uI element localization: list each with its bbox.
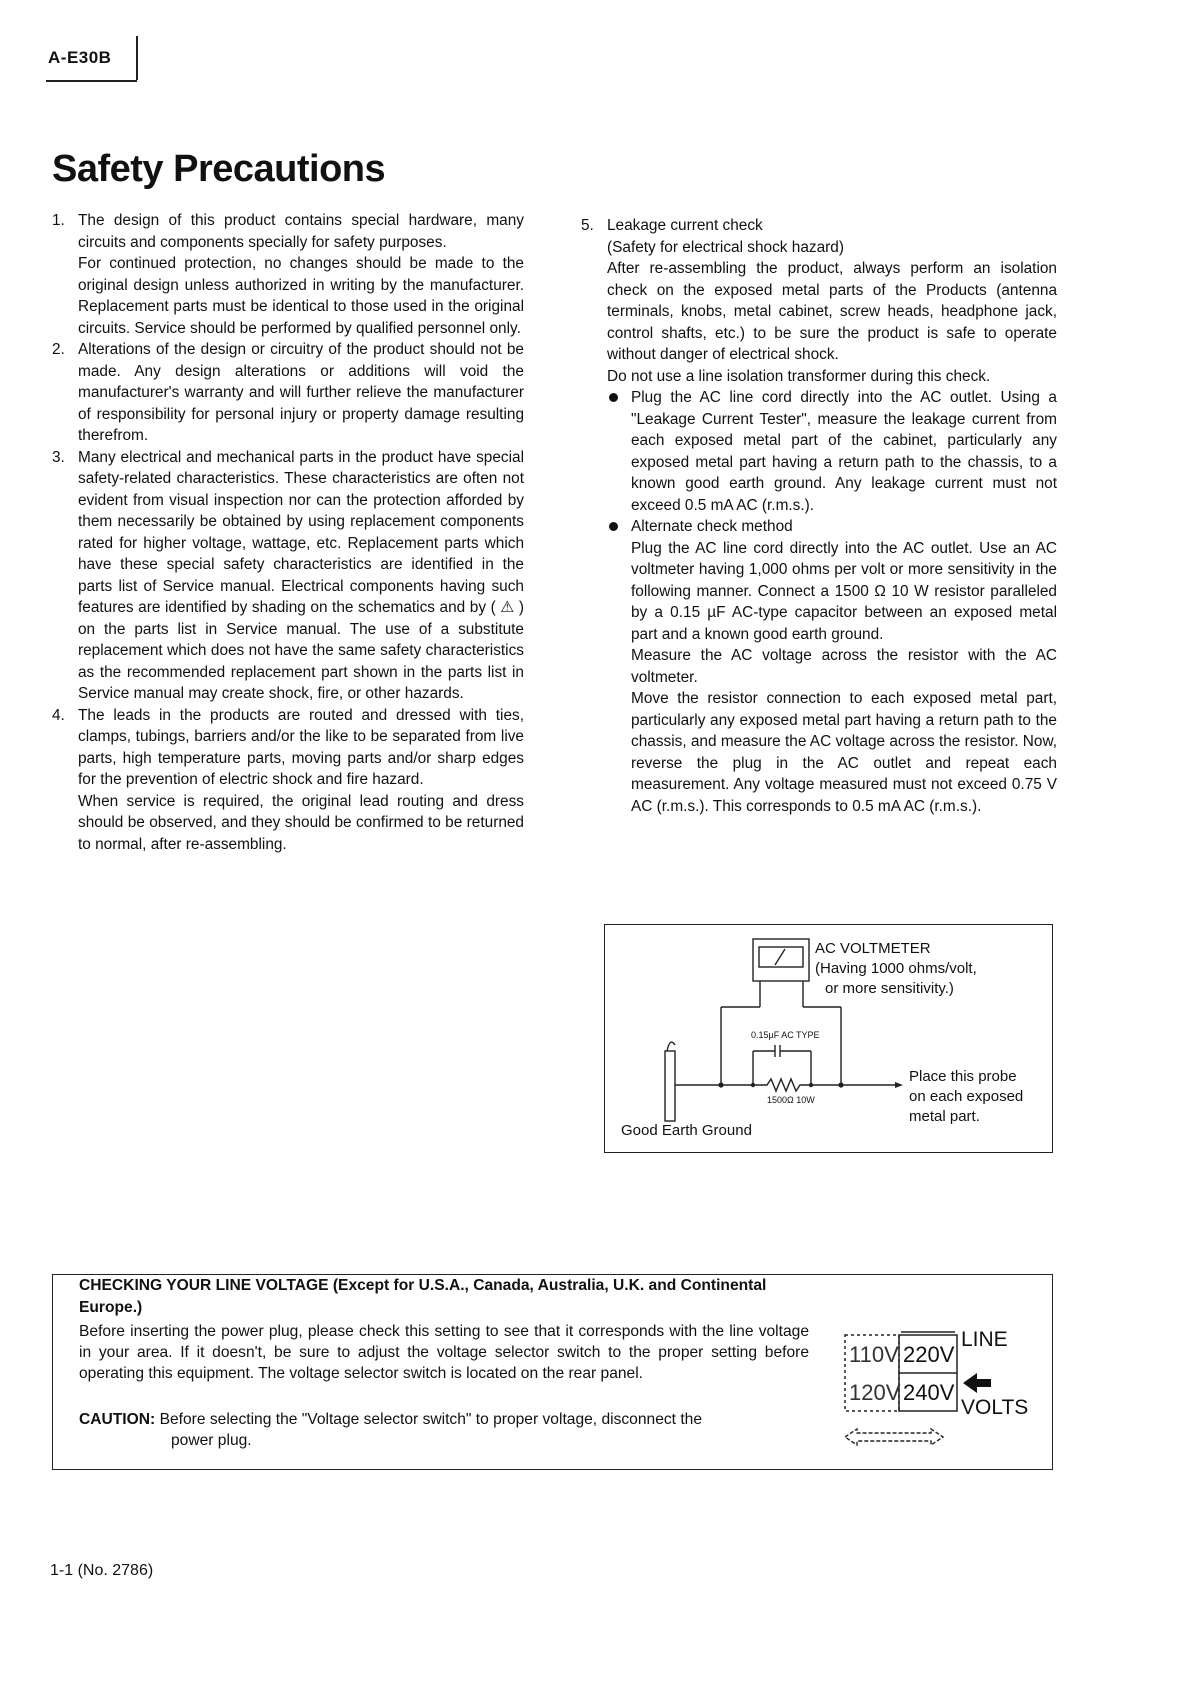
list-item xyxy=(52,339,524,447)
bullet-title: Alternate check method xyxy=(631,518,793,535)
left-column xyxy=(52,210,524,855)
bullet-item xyxy=(607,387,1057,516)
voltmeter-icon xyxy=(753,939,809,981)
voltmeter-sub-label: or more sensitivity.) xyxy=(825,980,954,997)
ground-label: Good Earth Ground xyxy=(621,1122,752,1139)
right-column xyxy=(581,215,1057,817)
item-paragraph: For continued protection, no changes should be made to the original design unless authorized in writing by the manufacturer. Replacement parts must be identical to those used in the original circuits. Service should be performed by qualified personnel only. xyxy=(78,255,524,337)
bullet-item xyxy=(607,516,1057,817)
section-note: Do not use a line isolation transformer during this check. xyxy=(607,367,991,385)
notice-caution xyxy=(79,1409,809,1451)
left-arrow-icon xyxy=(963,1373,991,1393)
item-paragraph: The leads in the products are routed and dressed with ties, clamps, tubings, barriers and/or the like to be separated from live parts, high temperature parts, moving parts and/or sharp edges for the prevention of electric shock and fire hazard. xyxy=(78,706,524,788)
section-intro: After re-assembling the product, always perform an isolation check on the exposed metal parts of the Products (antenna terminals, knobs, metal cabinet, screw heads, headphone jack, control shafts, etc.) to be sure the product is safe to operate without danger of electrical shock. xyxy=(607,260,1057,363)
voltage-120: 120V xyxy=(849,1380,901,1405)
model-number: A-E30B xyxy=(48,48,112,67)
line-voltage-notice xyxy=(52,1274,1053,1470)
section-heading: Leakage current check xyxy=(607,217,763,234)
probe-tip-icon xyxy=(895,1082,903,1088)
voltage-selector-illustration xyxy=(843,1327,1043,1447)
bullet-text: Plug the AC line cord directly into the AC outlet. Use an AC voltmeter having 1,000 ohms per volt or more sensitivity in the following manner. Connect a 1500 Ω 10 W resistor paralleled by a 0.15 µF AC-type capacitor between an exposed metal part and a known good earth ground. xyxy=(631,539,1057,643)
resistor-label: 1500Ω 10W xyxy=(767,1095,815,1105)
item-number: 3. xyxy=(52,448,65,466)
item-paragraph: When service is required, the original lead routing and dress should be observed, and they should be confirmed to be returned to normal, after re-assembling. xyxy=(78,792,524,853)
item-number: 4. xyxy=(52,706,65,724)
voltmeter-label: AC VOLTMETER xyxy=(815,940,931,957)
notice-body: Before inserting the power plug, please check this setting to see that it corresponds with the line voltage in your area. If it doesn't, be sure to adjust the voltage selector switch to the proper setting before operating this equipment. The voltage selector switch is located on the rear panel. xyxy=(79,1323,809,1382)
probe-label: Place this probe xyxy=(909,1068,1017,1085)
bullet-text: Measure the AC voltage across the resistor with the AC voltmeter. xyxy=(631,647,1057,686)
caution-text: Before selecting the "Voltage selector switch" to proper voltage, disconnect the xyxy=(159,1411,703,1428)
voltage-240: 240V xyxy=(903,1380,955,1405)
item-number: 5. xyxy=(581,217,594,234)
caution-text: power plug. xyxy=(171,1432,252,1449)
ground-rod-icon xyxy=(665,1051,675,1121)
page-title: Safety Precautions xyxy=(52,148,386,190)
volts-label: VOLTS xyxy=(961,1396,1029,1419)
bullet-text: Move the resistor connection to each exposed metal part, particularly any exposed metal part having a return path to the chassis, and measure the AC voltage across the resistor. Now, reverse the plug in the AC outlet and repeat each measurement. Any voltage measured must not exceed 0.75 V AC (r.m.s.). This corresponds to 0.5 mA AC (r.m.s.). xyxy=(631,690,1058,815)
model-tag-underline xyxy=(46,80,137,82)
list-item xyxy=(581,215,1057,817)
page-number: 1-1 (No. 2786) xyxy=(50,1562,154,1579)
voltage-110: 110V xyxy=(849,1342,899,1367)
item-paragraph: Many electrical and mechanical parts in the product have special safety-related characteristics. These characteristics are often not evident from visual inspection nor can the protection afforded by them necessarily be obtained by using replacement components rated for higher voltage, wattage, etc. Replacement parts which have these special safety characteristics are identified in the parts list of Service manual. Electrical components having such features are identified by shading on the schematics and by ( ⚠ ) on the parts list in Service manual. The use of a substitute replacement which does not have the same safety characteristics as the recommended replacement part shown in the parts list in Service manual may create shock, fire, or other hazards. xyxy=(78,448,524,702)
bullet-icon xyxy=(609,393,618,402)
probe-label: on each exposed xyxy=(909,1088,1024,1105)
model-tag-border xyxy=(136,36,138,80)
probe-label: metal part. xyxy=(909,1108,980,1125)
item-paragraph: The design of this product contains special hardware, many circuits and components specially for safety purposes. xyxy=(78,212,524,251)
item-paragraph: Alterations of the design or circuitry of the product should not be made. Any design alterations or additions will void the manufacturer's warranty and will further relieve the manufacturer of responsibility for personal injury or property damage resulting therefrom. xyxy=(78,341,524,444)
caution-label: CAUTION: xyxy=(79,1411,156,1428)
bullet-icon xyxy=(609,522,618,531)
voltage-220: 220V xyxy=(903,1342,955,1367)
voltmeter-sub-label: (Having 1000 ohms/volt, xyxy=(815,960,977,977)
section-subheading: (Safety for electrical shock hazard) xyxy=(607,238,844,256)
list-item xyxy=(52,447,524,705)
capacitor-label: 0.15µF AC TYPE xyxy=(751,1030,820,1040)
notice-heading: CHECKING YOUR LINE VOLTAGE (Except for U.S.A., Canada, Australia, U.K. and Continental Europe.) xyxy=(79,1277,767,1316)
line-label: LINE xyxy=(961,1328,1008,1351)
leakage-test-diagram xyxy=(604,924,1053,1153)
item-number: 2. xyxy=(52,341,65,358)
list-item xyxy=(52,705,524,856)
bullet-text: Plug the AC line cord directly into the AC outlet. Using a "Leakage Current Tester", measure the leakage current from each exposed metal part of the cabinet, particularly any exposed metal part having a return path to the chassis, to a known good earth ground. Any leakage current must not exceed 0.5 mA AC (r.m.s.). xyxy=(631,389,1057,514)
list-item xyxy=(52,210,524,339)
item-number: 1. xyxy=(52,212,65,229)
